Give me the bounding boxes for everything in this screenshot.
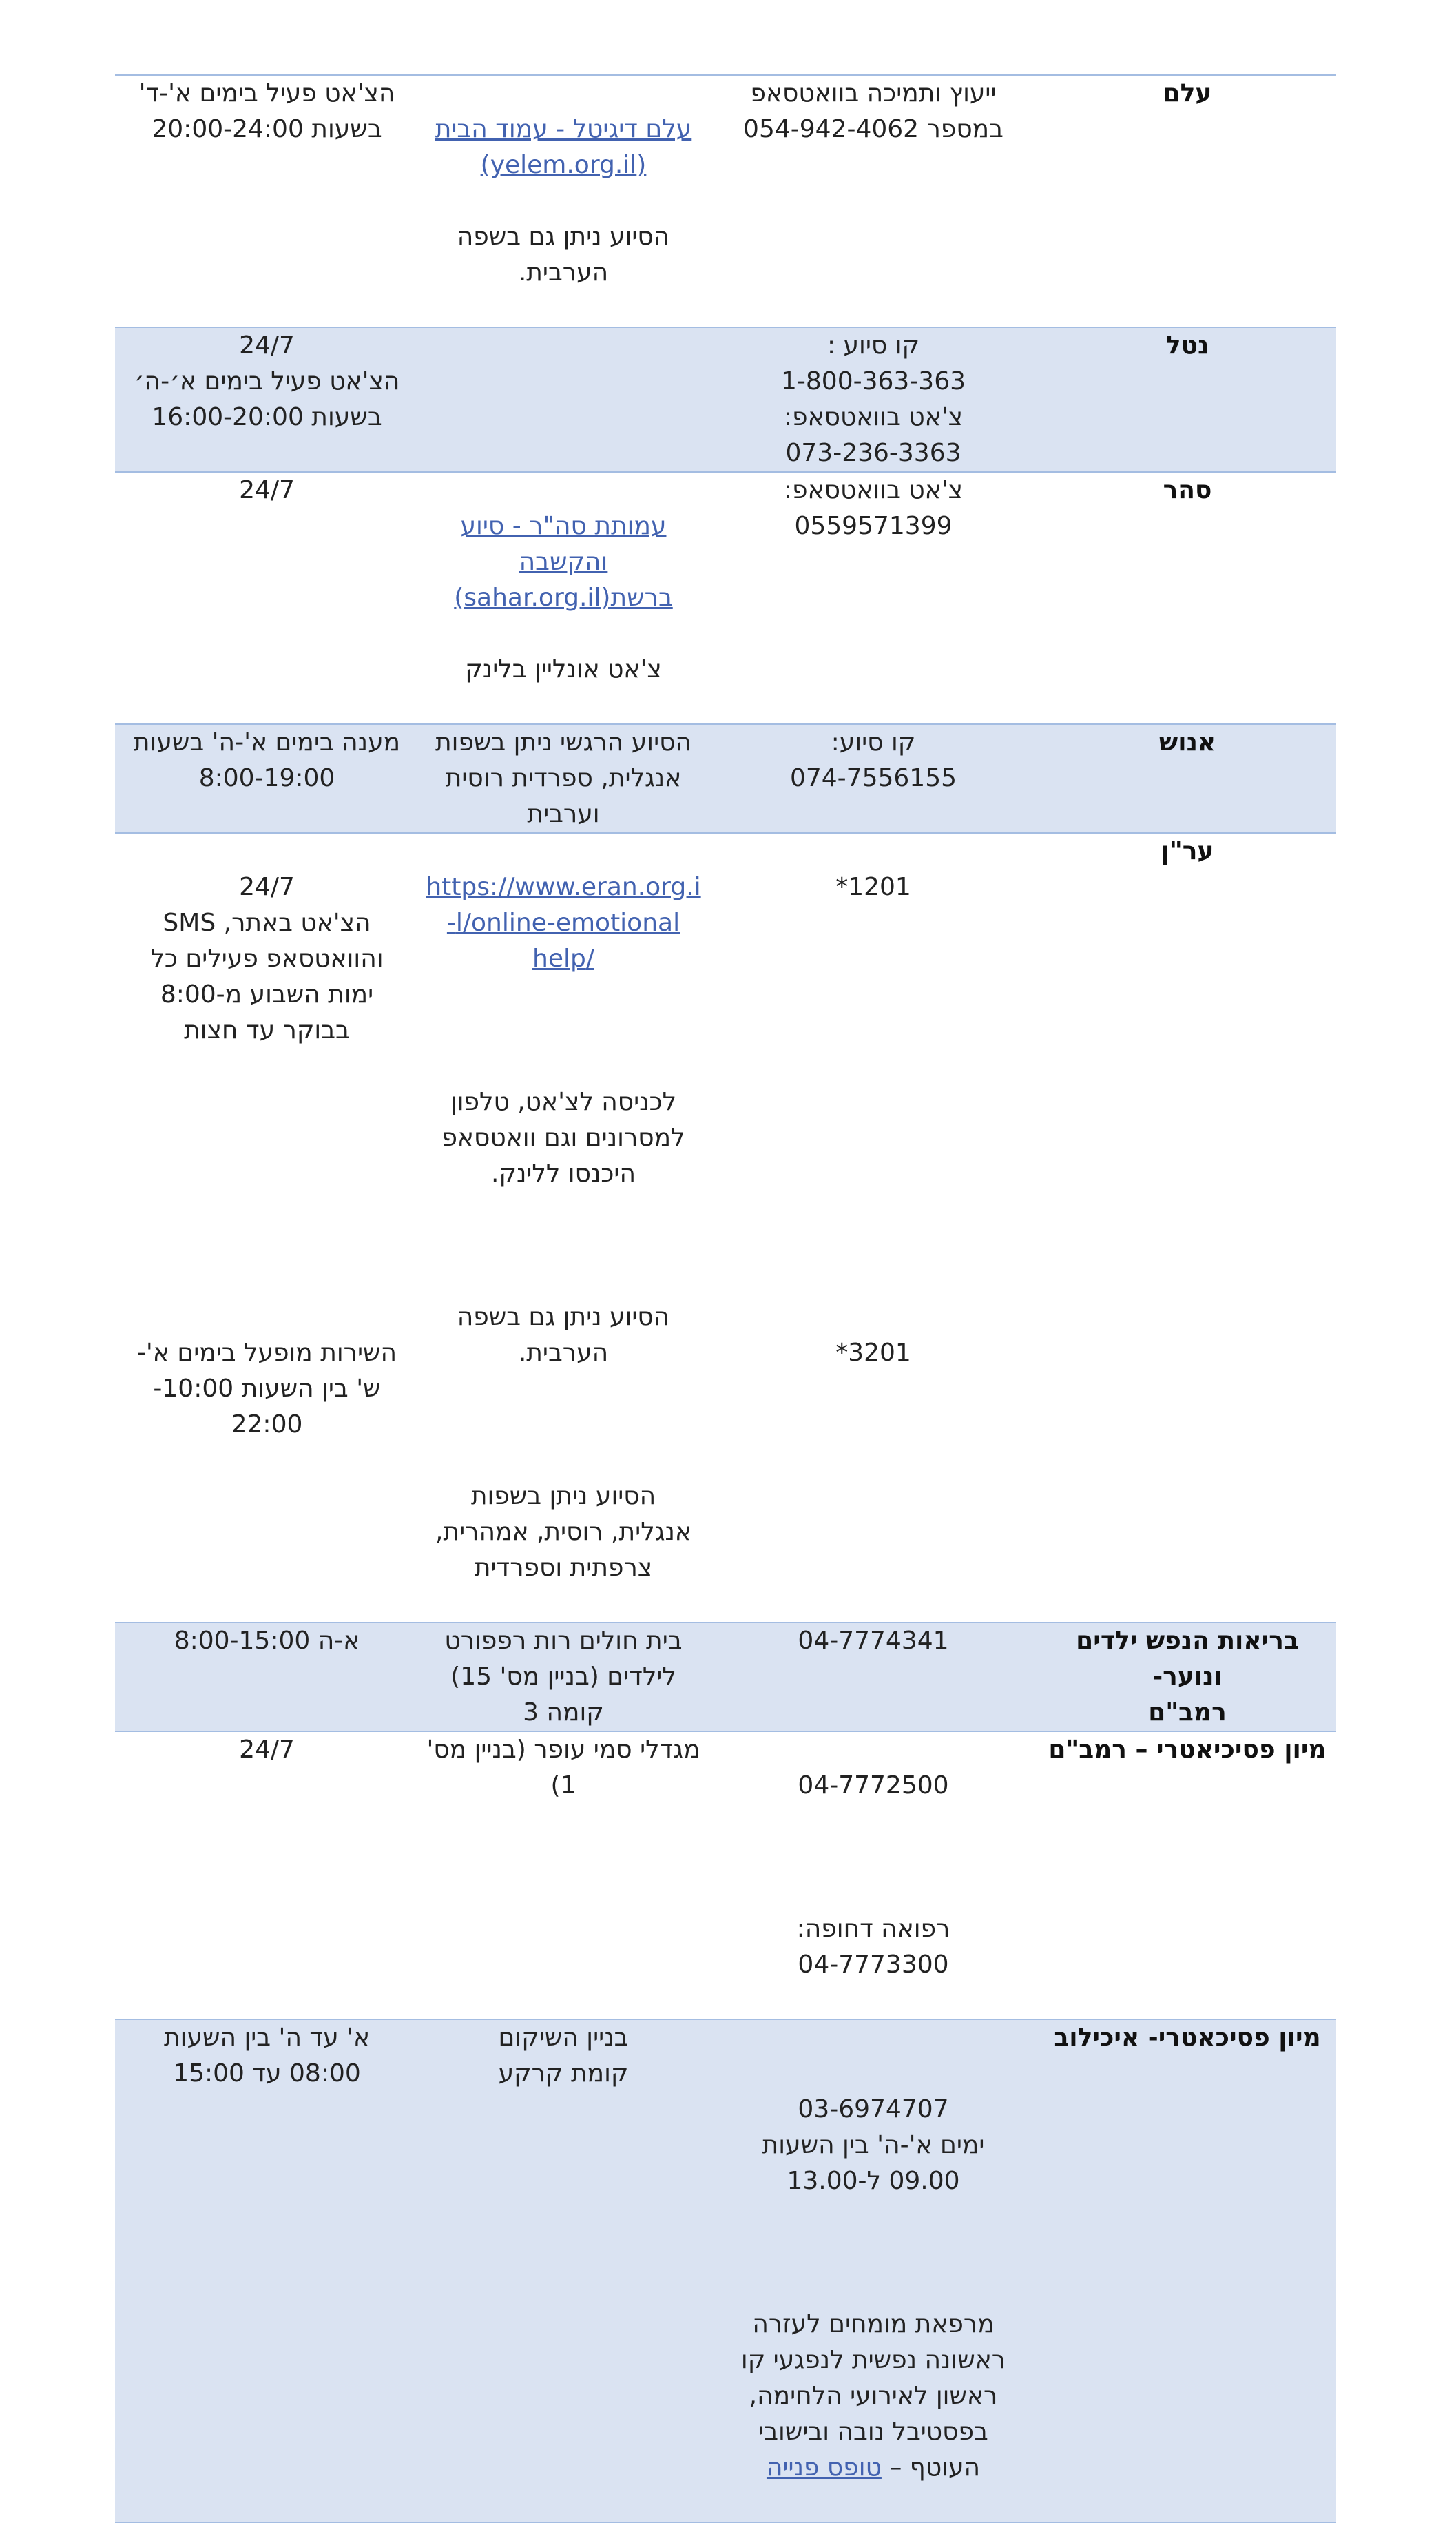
table-row [115,1731,1336,2019]
spacer [423,1228,704,1264]
link-cell [419,75,708,327]
spacer [119,1084,415,1299]
contact-cell: קו סיוע: 074-7556155 [789,728,957,792]
contact-cell [708,1731,1039,2019]
phone-number: 03-6974707 ימים א'-ה' בין השעות 09.00 ל-13.00 [762,2095,985,2195]
notes-text: הסיוע ניתן גם בשפה הערבית. [457,223,670,287]
spacer [712,1840,1034,1875]
notes-text-languages: הסיוע ניתן בשפות אנגלית, רוסית, אמהרית, צרפתית וספרדית [435,1482,691,1582]
table-row [115,75,1336,327]
org-website-link[interactable]: עלם דיגיטל - עמוד הבית (yelem.org.il) [435,115,692,179]
hotline-number: 1201* [835,873,911,901]
link-cell [419,327,708,472]
clinic-description-text: מרפאת מומחים לעזרה ראשונה נפשית לנפגעי קו ראשון לאירועי הלחימה, בפסטיבל נובה ובישובי העוטף – [740,2310,1006,2482]
org-name: בריאות הנפש ילדים ונוער- רמב"ם [1076,1627,1299,1727]
phone-number: 04-7772500 [798,1771,949,1800]
org-name: סהר [1163,476,1212,504]
org-name: נטל [1165,331,1209,360]
table-row [115,833,1336,1623]
hours-cell: 24/7 הצ'אט פעיל בימים א׳-ה׳ בשעות 16:00-20:00 [134,331,400,431]
hours-text-secondary: השירות מופעל בימים א'- ש' בין השעות 10:00- 22:00 [136,1339,397,1439]
org-name: ער"ן [1161,837,1214,865]
phone-number-urgent: רפואה דחופה: 04-7773300 [796,1915,950,1979]
notes-cell: בניין השיקום קומת קרקע [498,2023,629,2088]
link-cell [419,833,708,1623]
org-name: עלם [1163,79,1212,107]
contact-cell: צ'אט בוואטסאפ: 0559571399 [784,476,963,540]
org-name: מיון פסיכאטרי- איכילוב [1054,2023,1321,2052]
notes-cell: הסיוע הרגשי ניתן בשפות אנגלית, ספרדית רוסית וערבית [435,728,692,828]
table-row [115,724,1336,833]
table-row [115,327,1336,472]
org-website-link[interactable]: https://www.eran.org.i l/online-emotional- /help [426,873,701,973]
notes-text: לכניסה לצ'אט, טלפון למסרונים וגם וואטסאפ היכנסו ללינק. [441,1088,685,1188]
contact-cell: 04-7774341 [798,1627,949,1655]
hours-cell: הצ'אט פעיל בימים א'-ד' בשעות 20:00-24:00 [138,79,395,143]
spacer [423,1013,704,1049]
contact-cell: קו סיוע : 1-800-363-363 צ'אט בוואטסאפ: 073-236-3363 [780,331,966,467]
spacer [423,1407,704,1443]
notes-text: צ'אט אונליין בלינק [465,655,662,683]
hotline-number-secondary: 3201* [835,1339,911,1367]
contact-cell [708,833,1039,1623]
hours-cell: א-ה 8:00-15:00 [174,1627,360,1655]
table-row [115,472,1336,724]
org-website-link[interactable]: עמותת סה"ר - סיוע והקשבה ברשת(sahar.org.il) [454,512,673,612]
clinic-description [712,2307,1034,2486]
hours-cell: 24/7 [239,476,295,504]
request-form-link[interactable]: טופס פנייה [766,2453,882,2482]
support-resources-table [115,74,1336,2523]
hours-cell [115,833,419,1623]
table-row [115,2019,1336,2522]
spacer [712,2235,1034,2271]
notes-cell: בית חולים רות רפפורט לילדים (בניין מס' 15) קומה 3 [444,1627,683,1727]
link-cell [419,472,708,724]
table-row [115,1623,1336,1731]
hours-cell: 24/7 [239,1736,295,1764]
spacer [712,941,1034,1299]
notes-cell: מגדלי סמי עופר (בניין מס' 1) [426,1736,700,1800]
notes-text-arabic: הסיוע ניתן גם בשפה הערבית. [457,1303,670,1367]
hours-cell: א' עד ה' בין השעות 08:00 עד 15:00 [163,2023,371,2088]
contact-cell [708,2019,1039,2522]
hours-cell: מענה בימים א'-ה' בשעות 8:00-19:00 [133,728,401,792]
hours-text: 24/7 הצ'אט באתר, SMS והוואטסאפ פעילים כל ימות השבוע מ-8:00 בבוקר עד חצות [150,873,384,1044]
contact-cell: ייעוץ ותמיכה בוואטסאפ במספר 054-942-4062 [743,79,1003,143]
org-name: אנוש [1158,728,1216,756]
org-name: מיון פסיכיאטרי – רמב"ם [1048,1736,1327,1764]
